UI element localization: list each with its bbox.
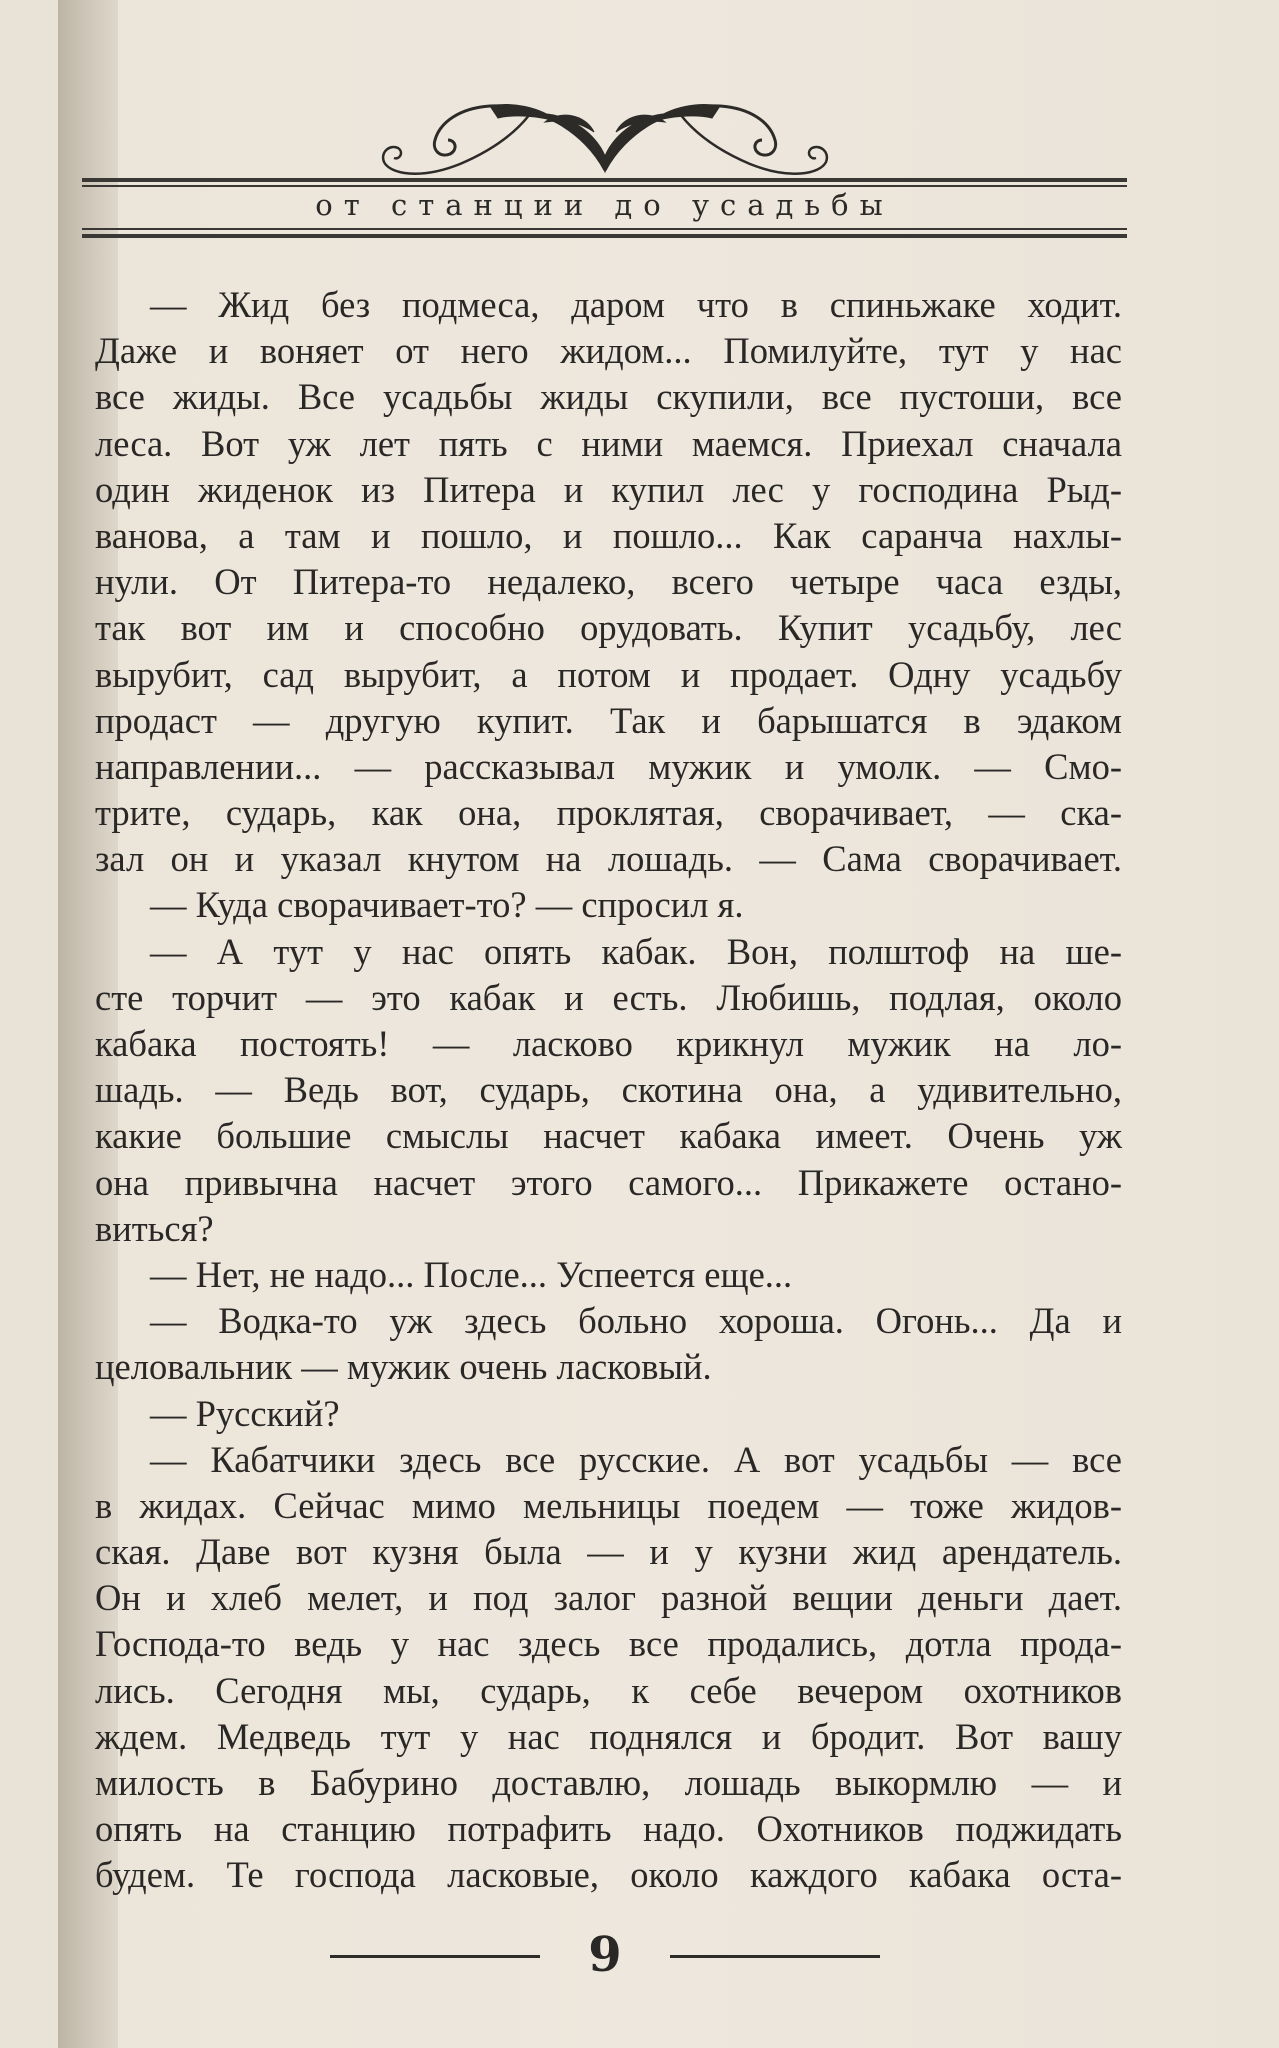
- text-line: вырубит, сад вырубит, а потом и продает. Одну усадьбу: [95, 653, 1122, 695]
- text-line: лись. Сегодня мы, сударь, к себе вечером охотников: [95, 1669, 1122, 1711]
- text-line: — Русский?: [150, 1392, 340, 1434]
- header-rule-bottom-thick: [82, 234, 1127, 238]
- text-line: опять на станцию потрафить надо. Охотников поджидать: [95, 1808, 1122, 1850]
- text-line: Он и хлеб мелет, и под залог разной вещии деньги дает.: [95, 1577, 1122, 1619]
- text-line: — Куда сворачивает-то? — спросил я.: [150, 884, 744, 926]
- text-line: — Нет, не надо... После... Успеется еще...: [150, 1253, 793, 1295]
- text-line: будем. Те господа ласковые, около каждого кабака оста-: [95, 1854, 1122, 1896]
- text-line: трите, сударь, как она, проклятая, сворачивает, — ска-: [95, 792, 1122, 834]
- text-line: виться?: [95, 1207, 214, 1249]
- text-line: леса. Вот уж лет пять с ними маемся. Приехал сначала: [95, 422, 1122, 464]
- text-line: ванова, а там и пошло, и пошло... Как саранча нахлы-: [95, 514, 1122, 556]
- text-line: ждем. Медведь тут у нас поднялся и бродит. Вот вашу: [95, 1715, 1122, 1757]
- text-line: шадь. — Ведь вот, сударь, скотина она, а удивительно,: [95, 1069, 1122, 1111]
- header-rule-bottom-thin: [82, 228, 1127, 230]
- text-line: Даже и воняет от него жидом... Помилуйте, тут у нас: [95, 330, 1122, 372]
- text-line: направлении... — рассказывал мужик и умолк. — Смо-: [95, 745, 1122, 787]
- text-line: в жидах. Сейчас мимо мельницы поедем — тоже жидов-: [95, 1484, 1122, 1526]
- header-ornament: [380, 92, 830, 182]
- text-line: один жиденок из Питера и купил лес у господина Рыд-: [95, 468, 1122, 510]
- text-line: Господа-то ведь у нас здесь все продались, дотла прода-: [95, 1623, 1122, 1665]
- text-line: милость в Бабурино доставлю, лошадь выкормлю — и: [95, 1762, 1122, 1803]
- text-line: нули. От Питера-то недалеко, всего четыре часа езды,: [95, 561, 1122, 603]
- text-line: ская. Даве вот кузня была — и у кузни жид арендатель.: [95, 1531, 1122, 1573]
- body-text: [95, 282, 1122, 1899]
- text-line: целовальник — мужик очень ласковый.: [95, 1346, 712, 1388]
- text-line: зал он и указал кнутом на лошадь. — Сама сворачивает.: [95, 838, 1122, 880]
- text-line: она привычна насчет этого самого... Прикажете остано-: [95, 1161, 1122, 1203]
- page-number: 9: [588, 1927, 622, 1983]
- text-line: сте торчит — это кабак и есть. Любишь, подлая, около: [95, 976, 1122, 1018]
- header-rule-top-thin: [82, 185, 1127, 187]
- folio-rule-right: [670, 1955, 880, 1958]
- header-rule-top-thick: [82, 178, 1127, 182]
- text-line: кабака постоять! — ласково крикнул мужик на ло-: [95, 1023, 1122, 1064]
- text-line: все жиды. Все усадьбы жиды скупили, все пустоши, все: [95, 376, 1122, 418]
- text-line: продаст — другую купит. Так и барышатся в эдаком: [95, 699, 1122, 741]
- running-head: от станции до усадьбы: [315, 188, 894, 222]
- text-line: какие большие смыслы насчет кабака имеет. Очень уж: [95, 1115, 1122, 1157]
- text-line: — Кабатчики здесь все русские. А вот усадьбы — все: [150, 1438, 1122, 1480]
- text-line: так вот им и способно орудовать. Купит усадьбу, лес: [95, 607, 1122, 649]
- text-line: — А тут у нас опять кабак. Вон, полштоф на ше-: [150, 930, 1122, 972]
- text-line: — Водка-то уж здесь больно хороша. Огонь... Да и: [150, 1300, 1122, 1342]
- text-line: — Жид без подмеса, даром что в спиньжаке ходит.: [150, 284, 1122, 325]
- folio-rule-left: [330, 1955, 540, 1958]
